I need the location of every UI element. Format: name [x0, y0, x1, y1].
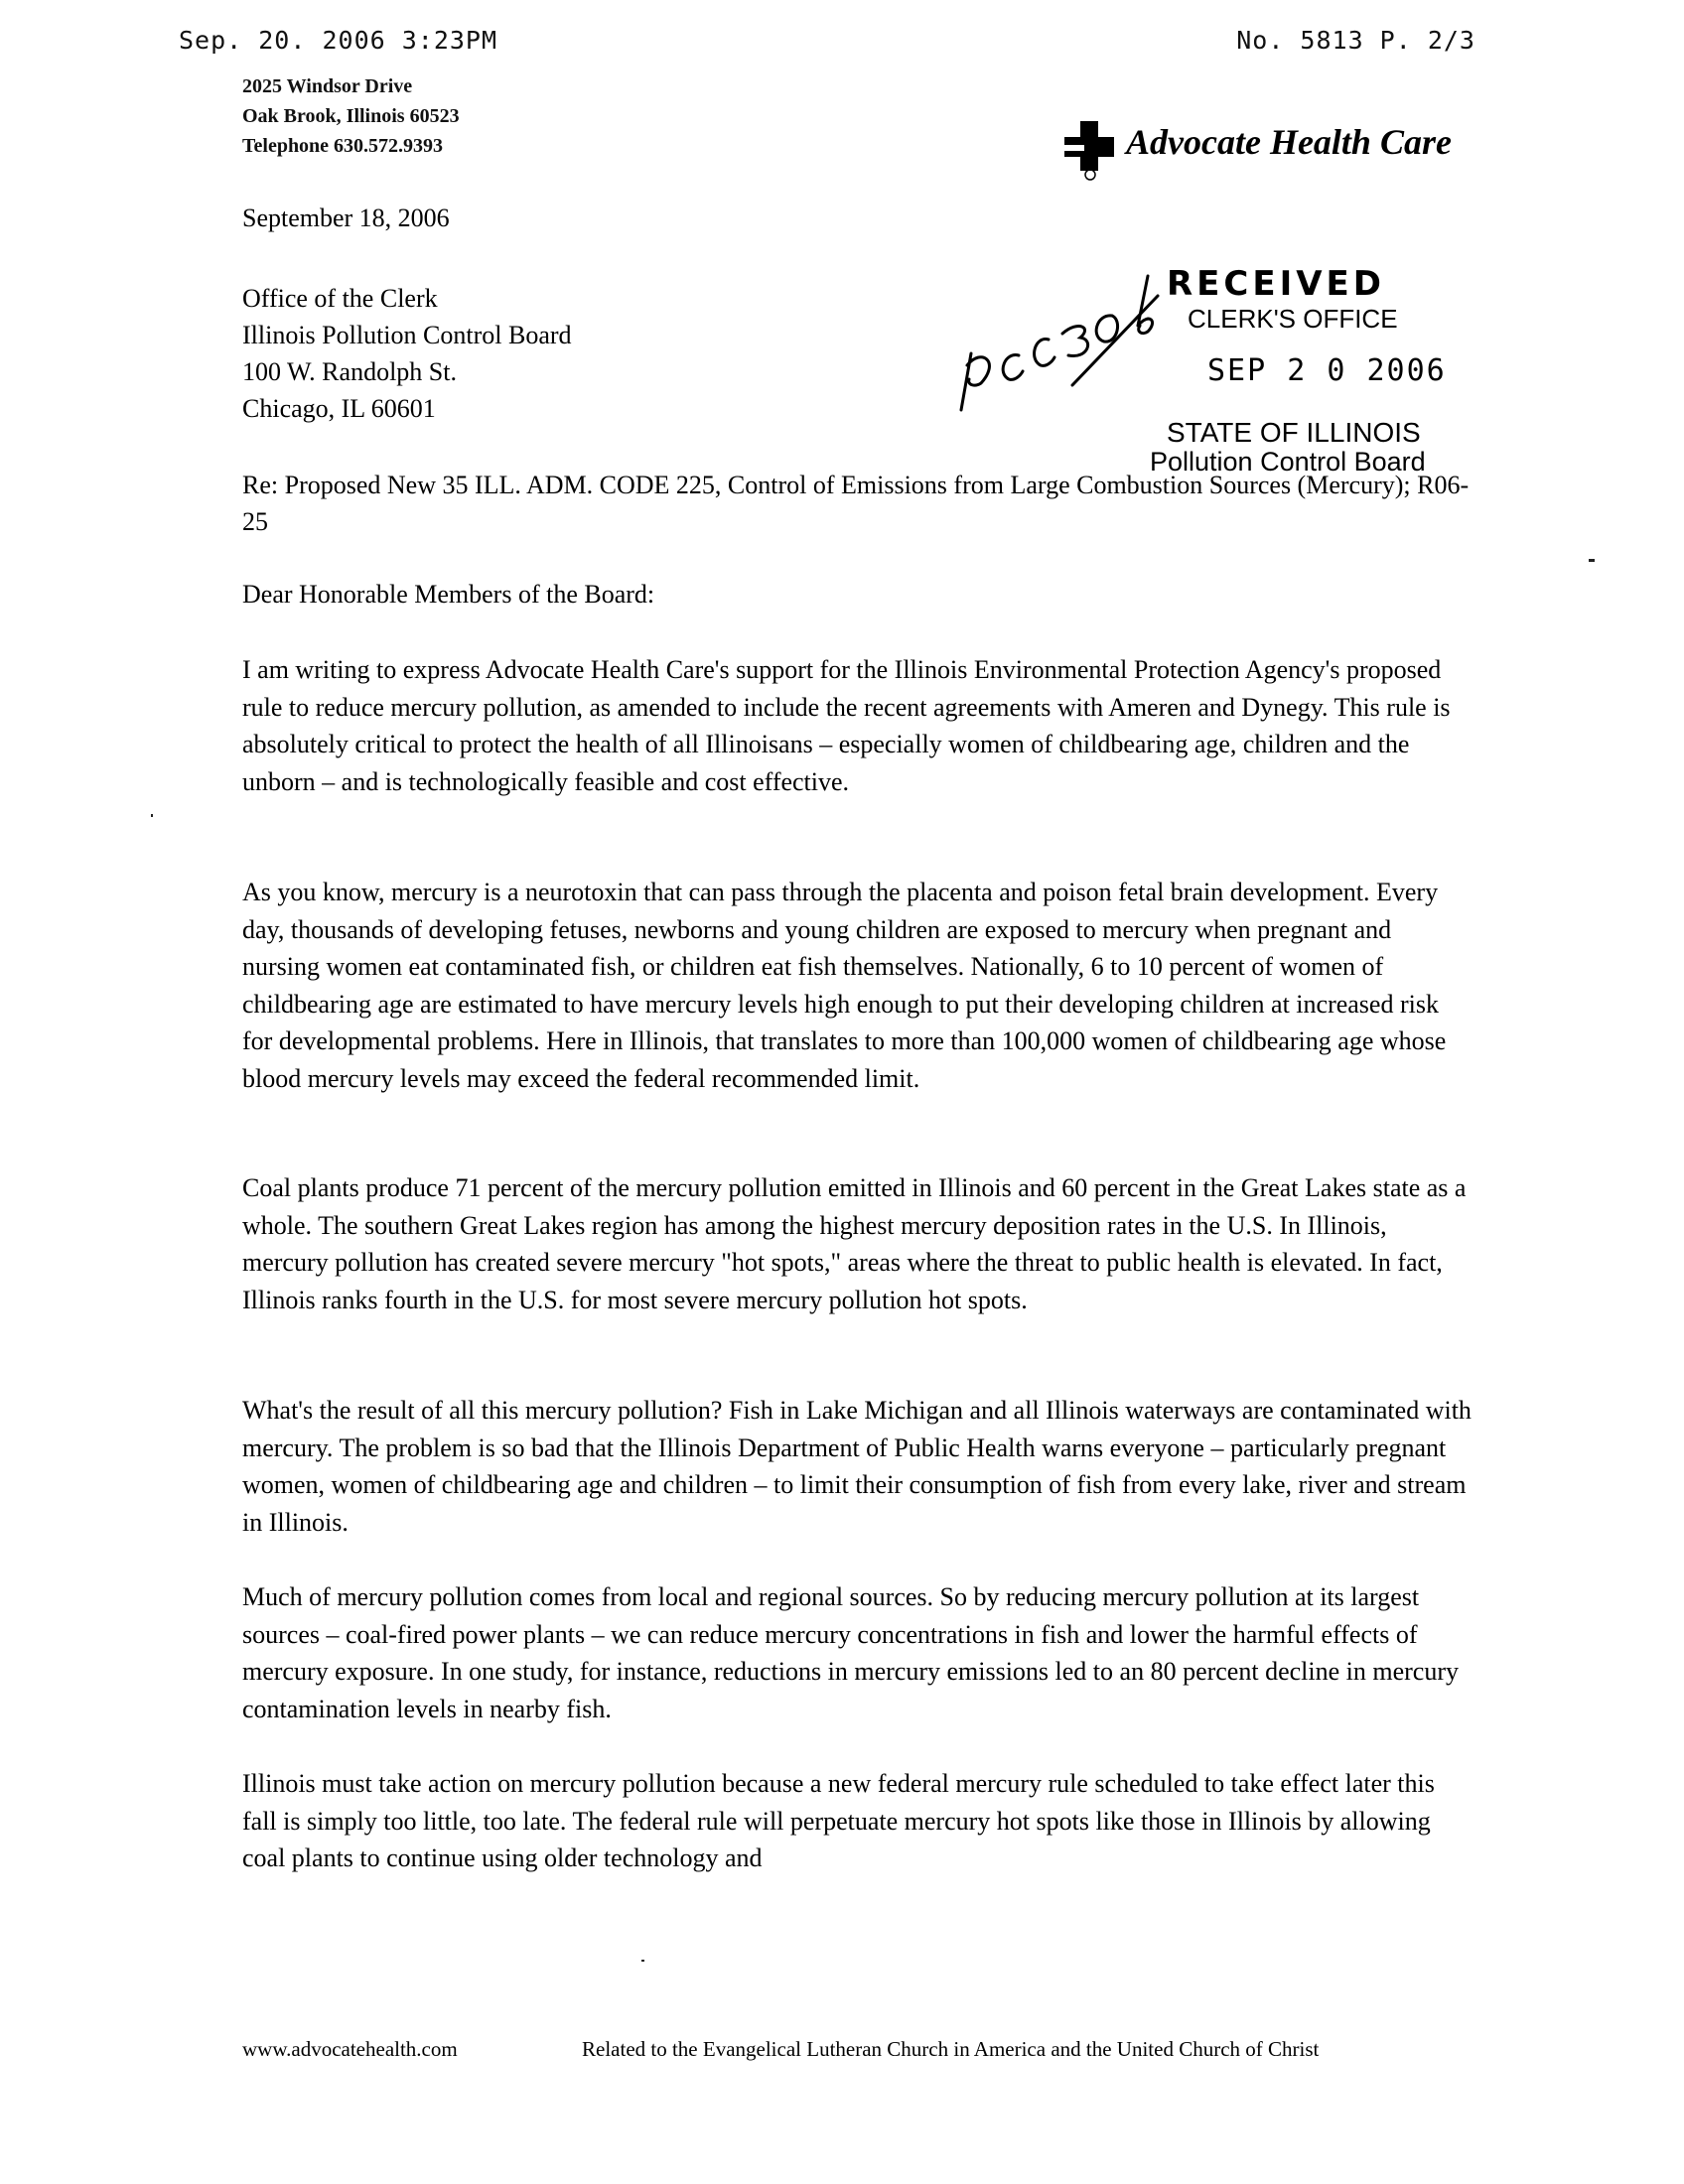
cross-icon — [1060, 119, 1118, 181]
body-paragraph: Coal plants produce 71 percent of the mercury pollution emitted in Illinois and 60 percent in the Great Lakes state as a whole. The southern Great Lakes region has among the highest mercury deposition rates in the U.S. In Illinois, mercury pollution has created severe mercury "hot spots," areas where the threat to public health is elevated. In fact, Illinois ranks fourth in the U.S. for most severe mercury pollution hot spots. — [242, 1173, 1467, 1314]
address-street: 2025 Windsor Drive — [242, 75, 413, 97]
body-paragraph: I am writing to express Advocate Health Care's support for the Illinois Environmental Protection Agency's proposed rule to reduce mercury pollution, as amended to include the recent agreements with Ameren and Dynegy. This rule is absolutely critical to protect the health of all Illinoisans – especially women of childbearing age, children and the unborn – and is technologically feasible and cost effective. — [242, 655, 1451, 796]
recipient-line: Chicago, IL 60601 — [242, 394, 436, 423]
footer-website: www.advocatehealth.com — [242, 2037, 458, 2061]
body-paragraph: As you know, mercury is a neurotoxin that can pass through the placenta and poison fetal brain development. Every day, thousands of developing fetuses, newborns and young children are exposed to mercury when pregnant and nursing women eat contaminated fish, or children eat fish themselves. Nationally, 6 to 10 percent of women of childbearing age are estimated to have mercury levels high enough to put their developing children at increased risk for developmental problems. Here in Illinois, that translates to more than 100,000 women of childbearing age whose blood mercury levels may exceed the federal recommended limit. — [242, 878, 1447, 1093]
advocate-logo — [1060, 117, 1477, 187]
handwritten-note-text: PC 6306 — [953, 256, 957, 257]
recipient-line: 100 W. Randolph St. — [242, 357, 457, 386]
body-paragraph: Much of mercury pollution comes from local and regional sources. So by reducing mercury pollution at its largest sources – coal-fired power plants – we can reduce mercury concentrations in fish and lower the harmful effects of mercury exposure. In one study, for instance, reductions in mercury emissions led to an 80 percent decline in mercury contamination levels in nearby fish. — [242, 1582, 1459, 1723]
logo-text: Advocate Health Care — [1126, 122, 1452, 162]
stamp-date: SEP 2 0 2006 — [1207, 353, 1447, 388]
handwritten-note — [953, 256, 1162, 415]
body-paragraph: What's the result of all this mercury pollution? Fish in Lake Michigan and all Illinois waterways are contaminated with mercury. The problem is so bad that the Illinois Department of Public Health warns everyone – particularly pregnant women, women of childbearing age and children – to limit their consumption of fish from every lake, river and stream in Illinois. — [242, 1396, 1472, 1537]
stamp-office: CLERK'S OFFICE — [1188, 304, 1398, 334]
sender-address — [242, 71, 460, 161]
stamp-board: Pollution Control Board — [1150, 447, 1426, 477]
received-stamp — [1142, 264, 1460, 463]
recipient-address — [242, 280, 572, 427]
scan-speck — [641, 1960, 644, 1962]
address-city: Oak Brook, Illinois 60523 — [242, 105, 460, 127]
body-paragraph: Illinois must take action on mercury pollution because a new federal mercury rule scheduled to take effect later this fall is simply too little, too late. The federal rule will perpetuate mercury hot spots like those in Illinois by allowing coal plants to continue using older technology and — [242, 1769, 1435, 1872]
address-phone: Telephone 630.572.9393 — [242, 135, 444, 157]
scan-speck — [1589, 559, 1595, 562]
fax-page-info: No. 5813 P. 2/3 — [1236, 26, 1475, 55]
fax-timestamp: Sep. 20. 2006 3:23PM — [179, 26, 498, 55]
scan-speck — [151, 814, 153, 817]
recipient-line: Illinois Pollution Control Board — [242, 321, 572, 349]
recipient-line: Office of the Clerk — [242, 284, 438, 313]
salutation: Dear Honorable Members of the Board: — [242, 580, 655, 609]
letter-date: September 18, 2006 — [242, 204, 450, 232]
stamp-state: STATE OF ILLINOIS — [1167, 417, 1421, 448]
stamp-received: RECEIVED — [1167, 264, 1385, 304]
footer-affiliation: Related to the Evangelical Lutheran Church in America and the United Church of Christ — [582, 2037, 1320, 2061]
subject-line: Re: Proposed New 35 ILL. ADM. CODE 225, Control of Emissions from Large Combustion Sources (Mercury); R06-25 — [242, 471, 1470, 536]
